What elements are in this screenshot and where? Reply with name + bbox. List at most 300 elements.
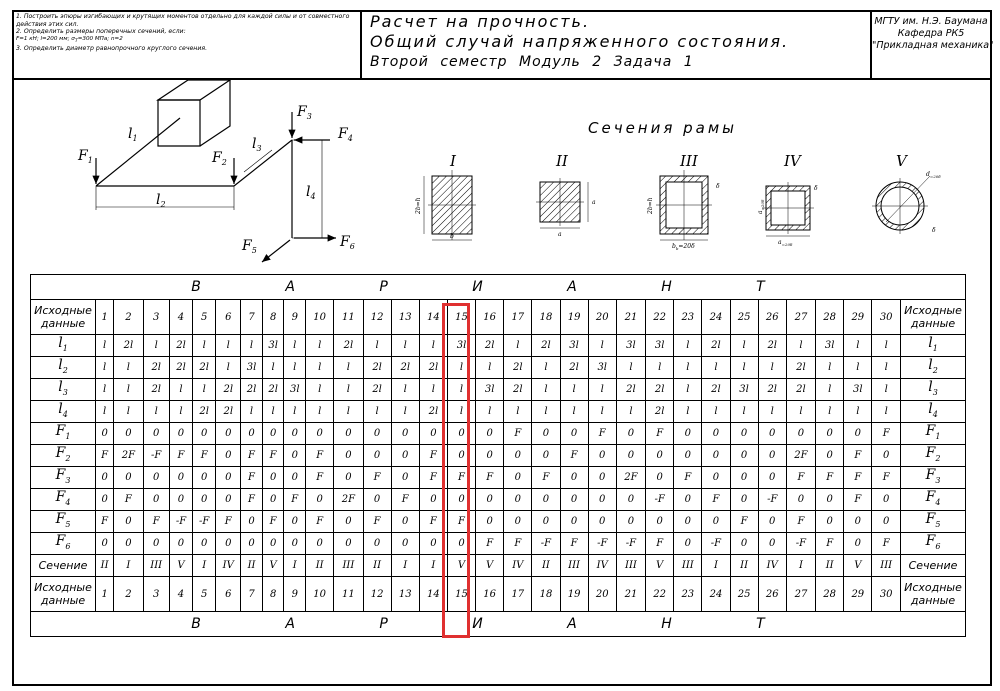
param-value: 0 — [588, 445, 616, 467]
frame-diagram — [0, 0, 1000, 270]
param-value: 0 — [169, 467, 192, 489]
param-value: F — [730, 511, 758, 533]
section-value: V — [169, 555, 192, 577]
param-value: 0 — [702, 423, 730, 445]
param-value: 0 — [193, 467, 216, 489]
param-value: 2l — [758, 379, 786, 401]
section-iii-dim-label-delta: δ — [716, 183, 720, 190]
variant-number-30: 30 — [872, 300, 901, 335]
section-iv-dim-label-a2: $a_{=20\delta}$ — [778, 239, 793, 247]
param-value: 3l — [616, 335, 645, 357]
section-iv-dim-label-a: $a_{=20\delta}$ — [757, 199, 765, 214]
param-value: l — [419, 379, 447, 401]
param-value: 0 — [363, 533, 391, 555]
param-value: l — [391, 335, 419, 357]
param-value: 0 — [216, 489, 241, 511]
param-value: 2l — [504, 379, 532, 401]
variant-number-9: 9 — [284, 577, 306, 612]
label-f3: $F_3$ — [297, 104, 312, 121]
param-value: 0 — [674, 423, 702, 445]
variant-number-20: 20 — [588, 577, 616, 612]
param-value: 0 — [504, 445, 532, 467]
param-symbol-letter: F — [925, 422, 936, 439]
variant-number-29: 29 — [844, 577, 872, 612]
param-value: l — [447, 357, 475, 379]
section-iii-roman: III — [680, 152, 698, 170]
param-value: 0 — [447, 445, 475, 467]
param-value: l — [216, 357, 241, 379]
param-value: 2l — [193, 357, 216, 379]
param-value: l — [730, 357, 758, 379]
param-value: 0 — [284, 467, 306, 489]
param-value: F — [193, 445, 216, 467]
param-value: l — [504, 401, 532, 423]
param-value: 0 — [114, 511, 143, 533]
param-value: F — [216, 511, 241, 533]
param-symbol-sub: 3 — [932, 387, 938, 397]
param-value: F — [114, 489, 143, 511]
param-value: l — [476, 357, 504, 379]
param-value: 0 — [588, 511, 616, 533]
variant-number-13: 13 — [391, 300, 419, 335]
section-label-right: Сечение — [901, 555, 966, 577]
variant-number-4: 4 — [169, 577, 192, 612]
param-value: l — [447, 379, 475, 401]
variant-number-26: 26 — [758, 577, 786, 612]
param-value: 2l — [419, 357, 447, 379]
param-symbol-right — [901, 511, 966, 533]
param-value: 0 — [560, 489, 588, 511]
param-symbol-letter: F — [55, 444, 66, 461]
param-value: -F — [588, 533, 616, 555]
param-value: l — [872, 401, 901, 423]
variant-number-13: 13 — [391, 577, 419, 612]
param-value: 0 — [143, 423, 169, 445]
param-value: 0 — [816, 489, 844, 511]
param-value: 2l — [363, 379, 391, 401]
param-value: l — [730, 401, 758, 423]
param-value: 0 — [844, 511, 872, 533]
param-value: l — [114, 379, 143, 401]
param-value: 0 — [334, 467, 363, 489]
param-value: F — [306, 511, 334, 533]
param-value: l — [674, 335, 702, 357]
param-symbol-left — [31, 335, 96, 357]
param-value: 0 — [193, 533, 216, 555]
param-value: 0 — [96, 423, 114, 445]
label-f1: $F_1$ — [78, 148, 93, 165]
param-symbol-left — [31, 533, 96, 555]
param-symbol-sub: 4 — [65, 497, 71, 507]
param-value: l — [143, 335, 169, 357]
param-symbol-letter: F — [925, 488, 936, 505]
footer-row-label-right: Исходные данные — [901, 577, 966, 612]
variant-number-22: 22 — [646, 577, 674, 612]
variant-number-23: 23 — [674, 577, 702, 612]
param-value: F — [816, 533, 844, 555]
param-value: 3l — [730, 379, 758, 401]
variant-number-11: 11 — [334, 300, 363, 335]
param-symbol-letter: F — [55, 466, 66, 483]
param-value: l — [391, 379, 419, 401]
param-value: F — [241, 489, 263, 511]
section-iv-dim-label-delta: δ — [814, 185, 818, 192]
param-value: F — [588, 423, 616, 445]
variant-number-8: 8 — [262, 300, 284, 335]
param-value: 0 — [588, 489, 616, 511]
param-value: 0 — [616, 423, 645, 445]
section-ii-roman: II — [556, 152, 568, 170]
param-value: 0 — [758, 423, 786, 445]
section-value: V — [262, 555, 284, 577]
param-value: 0 — [504, 489, 532, 511]
variant-number-7: 7 — [241, 577, 263, 612]
label-l3: $l_3$ — [252, 136, 262, 153]
param-symbol-letter: l — [928, 356, 933, 373]
param-value: 0 — [476, 511, 504, 533]
param-symbol-sub: 3 — [62, 387, 68, 397]
variant-number-15: 15 — [447, 577, 475, 612]
label-f6: $F_6$ — [340, 234, 355, 251]
section-row — [31, 555, 966, 577]
param-value: F — [363, 511, 391, 533]
variant-number-6: 6 — [216, 300, 241, 335]
param-value: F — [419, 467, 447, 489]
param-value: F — [447, 511, 475, 533]
param-value: F — [391, 489, 419, 511]
param-value: F — [241, 445, 263, 467]
variant-number-3: 3 — [143, 577, 169, 612]
param-value: 0 — [419, 423, 447, 445]
param-value: 2l — [114, 335, 143, 357]
param-symbol-letter: l — [58, 356, 63, 373]
force-f5-arrow — [262, 240, 290, 262]
param-symbol-sub: 4 — [62, 409, 68, 419]
section-value: IV — [588, 555, 616, 577]
section-value: I — [786, 555, 815, 577]
param-value: 3l — [476, 379, 504, 401]
param-symbol-sub: 6 — [65, 541, 71, 551]
param-value: 0 — [476, 423, 504, 445]
param-value: l — [532, 401, 560, 423]
param-value: 0 — [284, 445, 306, 467]
param-value: F — [646, 533, 674, 555]
param-value: 0 — [306, 423, 334, 445]
param-value: F — [262, 511, 284, 533]
param-value: 2l — [334, 335, 363, 357]
param-value: 2F — [616, 467, 645, 489]
param-value: l — [306, 401, 334, 423]
section-iii-dim-label-h: 2b=h — [647, 197, 654, 214]
member-l1 — [96, 118, 180, 186]
param-value: 0 — [674, 445, 702, 467]
param-value: 0 — [114, 467, 143, 489]
variant-banner-bottom — [31, 612, 966, 637]
param-symbol-left — [31, 401, 96, 423]
param-value: l — [447, 401, 475, 423]
variant-number-3: 3 — [143, 300, 169, 335]
param-symbol-right — [901, 401, 966, 423]
title-line-1: Расчет на прочность. — [370, 12, 591, 31]
param-value: 2l — [143, 379, 169, 401]
variant-number-18: 18 — [532, 577, 560, 612]
section-iv — [762, 182, 814, 236]
section-iii — [656, 170, 712, 240]
param-value: l — [284, 357, 306, 379]
param-value: 0 — [560, 511, 588, 533]
param-symbol-left — [31, 423, 96, 445]
param-value: 0 — [96, 489, 114, 511]
variant-number-7: 7 — [241, 300, 263, 335]
param-value: l — [334, 379, 363, 401]
variant-number-25: 25 — [730, 300, 758, 335]
variant-number-10: 10 — [306, 300, 334, 335]
param-value: 0 — [363, 445, 391, 467]
param-value: l — [193, 379, 216, 401]
param-value: 0 — [702, 467, 730, 489]
param-symbol-letter: F — [925, 444, 936, 461]
param-value: 3l — [447, 335, 475, 357]
param-value: F — [816, 467, 844, 489]
param-symbol-sub: 1 — [935, 431, 941, 441]
param-value: 0 — [284, 423, 306, 445]
param-value: 0 — [872, 489, 901, 511]
param-value: 0 — [284, 511, 306, 533]
section-value: II — [363, 555, 391, 577]
param-symbol-sub: 3 — [935, 475, 941, 485]
param-symbol-letter: F — [55, 532, 66, 549]
param-value: 0 — [169, 423, 192, 445]
param-value: l — [216, 335, 241, 357]
param-value: l — [96, 357, 114, 379]
param-value: 0 — [646, 511, 674, 533]
param-value: 0 — [143, 533, 169, 555]
param-value: 0 — [391, 445, 419, 467]
section-value: V — [844, 555, 872, 577]
variant-number-16: 16 — [476, 300, 504, 335]
param-value: 0 — [193, 423, 216, 445]
param-value: 0 — [588, 467, 616, 489]
task-line-3: 2. Определить размеры поперечных сечений, если: — [16, 28, 186, 36]
param-value: 0 — [504, 467, 532, 489]
section-value: I — [284, 555, 306, 577]
param-symbol-letter: l — [928, 334, 933, 351]
frame-structure — [96, 80, 326, 238]
param-value: F — [560, 445, 588, 467]
param-value: -F — [143, 445, 169, 467]
param-value: -F — [786, 533, 815, 555]
param-value: 0 — [334, 533, 363, 555]
param-value: -F — [616, 533, 645, 555]
param-value: 2F — [786, 445, 815, 467]
param-value: 2l — [391, 357, 419, 379]
param-value: l — [674, 401, 702, 423]
variant-number-21: 21 — [616, 577, 645, 612]
param-value: l — [872, 335, 901, 357]
section-v-dim-label-delta: δ — [932, 227, 936, 234]
param-value: l — [284, 401, 306, 423]
param-value: 2F — [114, 445, 143, 467]
param-value: l — [532, 357, 560, 379]
param-value: 3l — [588, 357, 616, 379]
param-value: F — [447, 467, 475, 489]
param-value: F — [241, 467, 263, 489]
param-value: l — [588, 401, 616, 423]
section-v-dim-label-d: $d_{=20\delta}$ — [926, 171, 941, 179]
param-value: 0 — [844, 423, 872, 445]
param-symbol-sub: 5 — [935, 519, 941, 529]
param-value: 0 — [758, 467, 786, 489]
param-value: 0 — [786, 423, 815, 445]
param-value: 0 — [114, 423, 143, 445]
variant-number-14: 14 — [419, 300, 447, 335]
variant-number-21: 21 — [616, 300, 645, 335]
param-value: 2l — [169, 357, 192, 379]
param-value: l — [560, 401, 588, 423]
param-symbol-letter: l — [58, 400, 63, 417]
section-value: IV — [758, 555, 786, 577]
param-symbol-sub: 1 — [65, 431, 71, 441]
param-symbol-right — [901, 357, 966, 379]
param-value: 0 — [560, 467, 588, 489]
param-value: 3l — [560, 335, 588, 357]
param-value: 0 — [702, 511, 730, 533]
param-value: l — [391, 401, 419, 423]
label-f2: $F_2$ — [212, 150, 227, 167]
param-value: 0 — [216, 423, 241, 445]
param-value: 0 — [758, 445, 786, 467]
param-value: l — [306, 335, 334, 357]
param-value: l — [96, 379, 114, 401]
param-value: F — [786, 511, 815, 533]
param-symbol-letter: F — [925, 510, 936, 527]
param-value: 0 — [216, 445, 241, 467]
section-iii-dim-label-b: $b_b=20\delta$ — [672, 243, 695, 251]
param-value: 0 — [143, 467, 169, 489]
param-value: 0 — [306, 533, 334, 555]
variant-number-18: 18 — [532, 300, 560, 335]
variant-number-2: 2 — [114, 577, 143, 612]
param-value: 2l — [702, 335, 730, 357]
variant-label-bottom: В А Р И А Н Т — [31, 612, 966, 637]
support-front — [158, 100, 200, 146]
param-value: 0 — [262, 467, 284, 489]
param-value: 0 — [532, 445, 560, 467]
param-value: 2l — [262, 379, 284, 401]
param-symbol-sub: 2 — [65, 453, 71, 463]
param-value: l — [816, 357, 844, 379]
param-value: l — [758, 357, 786, 379]
param-value: 0 — [262, 533, 284, 555]
param-value: -F — [532, 533, 560, 555]
param-value: 0 — [334, 511, 363, 533]
variant-number-10: 10 — [306, 577, 334, 612]
param-value: 0 — [241, 423, 263, 445]
variant-number-25: 25 — [730, 577, 758, 612]
param-value: 3l — [262, 335, 284, 357]
param-value: 2F — [334, 489, 363, 511]
section-value: II — [96, 555, 114, 577]
header-row — [31, 300, 966, 335]
param-value: 0 — [262, 489, 284, 511]
param-value: l — [504, 335, 532, 357]
param-value: -F — [193, 511, 216, 533]
param-value: 3l — [241, 357, 263, 379]
section-i-roman: I — [450, 152, 456, 170]
param-value: l — [702, 357, 730, 379]
param-value: 0 — [114, 533, 143, 555]
section-v-roman: V — [896, 152, 907, 170]
section-value: V — [646, 555, 674, 577]
section-value: III — [872, 555, 901, 577]
member-l3 — [234, 140, 292, 186]
variant-label-top: В А Р И А Н Т — [31, 275, 966, 300]
param-value: 2l — [532, 335, 560, 357]
section-value: V — [447, 555, 475, 577]
param-value: l — [588, 379, 616, 401]
section-i — [424, 170, 476, 240]
param-value: 0 — [262, 423, 284, 445]
param-value: -F — [646, 489, 674, 511]
param-value: l — [844, 401, 872, 423]
param-symbol-sub: 1 — [62, 343, 68, 353]
param-value: 2l — [169, 335, 192, 357]
param-value: 2l — [646, 379, 674, 401]
section-value: I — [114, 555, 143, 577]
param-value: 0 — [702, 445, 730, 467]
param-value: 0 — [193, 489, 216, 511]
param-symbol-right — [901, 467, 966, 489]
param-value: l — [616, 401, 645, 423]
param-symbol-right — [901, 379, 966, 401]
param-value: l — [674, 357, 702, 379]
param-value: 0 — [646, 467, 674, 489]
label-l4: $l_4$ — [306, 184, 316, 201]
param-symbol-right — [901, 423, 966, 445]
param-value: 0 — [284, 533, 306, 555]
section-i-dim-label-h: 2b=h — [415, 197, 422, 214]
section-value: III — [674, 555, 702, 577]
param-value: l — [169, 401, 192, 423]
variant-number-26: 26 — [758, 300, 786, 335]
param-value: 2l — [786, 379, 815, 401]
task-line-1: 1. Построить эпюры изгибающих и крутящих моментов отдельно для каждой силы и от совместного — [16, 13, 350, 20]
param-value: l — [730, 335, 758, 357]
param-symbol-right — [901, 335, 966, 357]
variant-number-8: 8 — [262, 577, 284, 612]
param-value: 2l — [616, 379, 645, 401]
param-value: l — [702, 401, 730, 423]
variant-number-19: 19 — [560, 300, 588, 335]
param-value: 0 — [532, 423, 560, 445]
variant-number-24: 24 — [702, 300, 730, 335]
param-value: 0 — [816, 423, 844, 445]
param-value: 0 — [391, 511, 419, 533]
variant-number-11: 11 — [334, 577, 363, 612]
param-value: 0 — [532, 489, 560, 511]
param-value: l — [334, 357, 363, 379]
param-value: 2l — [504, 357, 532, 379]
label-l2: $l_2$ — [156, 192, 166, 209]
param-value: 0 — [730, 467, 758, 489]
param-row-f5 — [31, 511, 966, 533]
param-symbol-sub: 5 — [65, 519, 71, 529]
param-value: 0 — [872, 511, 901, 533]
param-value: 0 — [758, 533, 786, 555]
param-value: 0 — [786, 489, 815, 511]
param-value: 0 — [560, 423, 588, 445]
task-line-2: действия этих сил. — [16, 20, 79, 28]
